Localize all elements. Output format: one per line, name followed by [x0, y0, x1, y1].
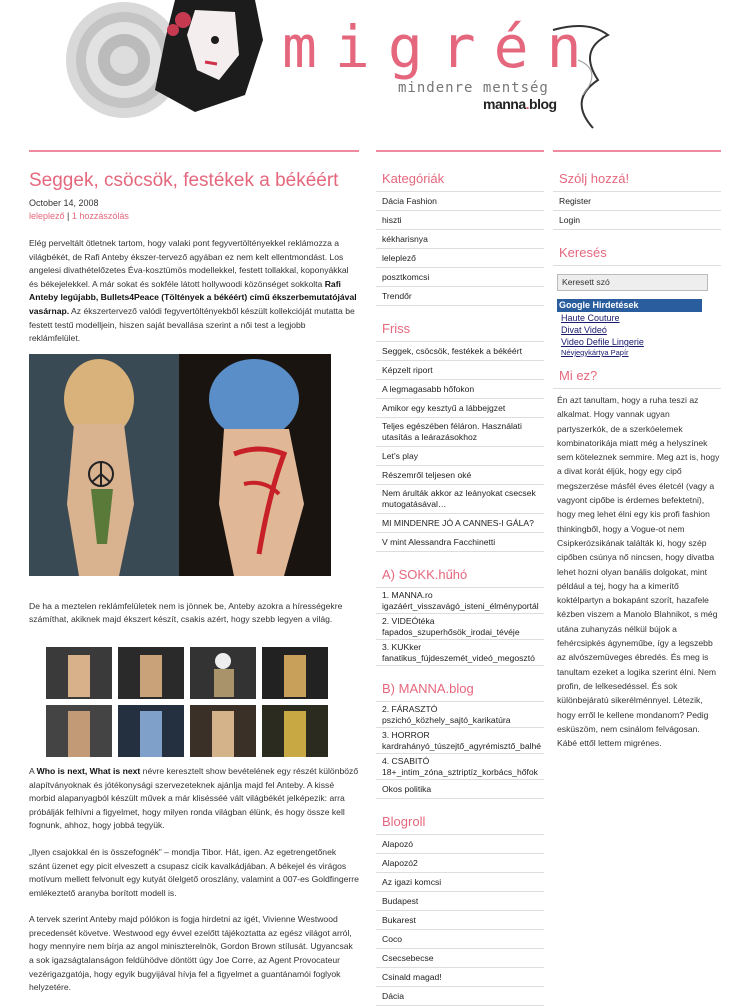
blogroll-item[interactable]: Alapozó [376, 835, 544, 854]
recent-post-item[interactable]: Let's play [376, 447, 544, 466]
about-text: Én azt tanultam, hogy a ruha teszi az alkalmat. Hogy vannak ugyan partyszerkók, de a szerkóelemek kombinatorikája miatt még a helyszínek sem köteleznek semmire. Meg azt is, hogy a divat korát éljük, hogy egy cipő megszerzése másfél éves életcél (vagy a vagyont cipőbe is érdemes befektetni), hogy meg lehet élni egy kis profi fashion thinkingből, hogy a Vogue-ot nem Csipkerózsikának találták ki, hogy szép cipőben csúnya nő nincsen, hogy divatba lehet hozni olyan banális dolgokat, mint például a tej, hogy ha a kimerítő koktélpartyn a bokapánt szorít, hazafele kézben viszem a Manolo Blahnikot, s még utána zuhanyzás nélkül bújok a fehércsipkés ágyneműbe, így a legszebb az alvószemüveges ébredés. És meg is tanultam ezeket a logika szerint élni. Nem profin, de lelkesedéssel. És sok különbejáratú sikerélménnyel. Létezik, hogy erről le kellene mondanom? Pedig esküszöm, nem csinálom felvágosan. Kábé ettől lettem migrénes. [557, 395, 720, 749]
category-item[interactable]: Dácia Fashion [376, 192, 544, 211]
p1-text: Elég perveltált ötletnek tartom, hogy valaki pont fegyvertöltényekkel reklámozza a világbékét, de Rafi Anteby ékszer-tervező agyában ez nem kelt ellentmondást. Los angelesi divathételőzetes Éva-kosztümös modellekkel, festett tollakkal, koponyákkal és békejelekkel. A már sokat és sokféle látott hollywoodi közönséget sokkolta [29, 238, 349, 289]
mannablog-item[interactable]: 2. FÁRASZTÓ pszichó_közhely_sajtó_karikatúra [376, 702, 544, 728]
right-sidebar [553, 150, 721, 750]
recent-post-item[interactable]: A legmagasabb hőfokon [376, 380, 544, 399]
site-header [0, 0, 750, 140]
blogroll-item[interactable]: Coco [376, 930, 544, 949]
mannablog-item[interactable]: 4. CSABITÓ 18+_intim_zóna_sztriptíz_korbács_hőfok [376, 754, 544, 780]
about-heading: Mi ez? [553, 367, 721, 389]
account-list [553, 192, 721, 230]
blogroll-item[interactable]: Bukarest [376, 911, 544, 930]
sokk-item[interactable]: 2. VIDEÓtéka fapados_szuperhősök_irodai_tévéje [376, 614, 544, 640]
manna-dot: . [525, 96, 530, 112]
recent-heading: Friss [376, 320, 544, 342]
recent-post-item[interactable]: Részemről teljesen oké [376, 466, 544, 485]
ad-link[interactable]: Haute Couture [561, 313, 620, 323]
post-date: October 14, 2008 [29, 198, 99, 208]
sokk-heading: A) SOKK.hűhó [376, 566, 544, 588]
recent-post-item[interactable]: Amikor egy kesztyű a lábbejgzet [376, 399, 544, 418]
blog-label: blog [529, 96, 557, 112]
category-item[interactable]: kékharisnya [376, 230, 544, 249]
mannablog-item[interactable]: 3. HORROR kardrahányó_túszejtő_agyrémisztő_balhé [376, 728, 544, 754]
middle-sidebar [376, 150, 544, 1006]
recent-post-item[interactable]: Képzelt riport [376, 361, 544, 380]
blogroll-heading: Blogroll [376, 813, 544, 835]
recent-post-item[interactable]: Nem árulták akkor az leányokat csecsek mutogatásával… [376, 485, 544, 514]
manna-label: manna [483, 96, 526, 112]
sokk-item[interactable]: 1. MANNA.ro igazáért_visszavágó_isteni_élményportál [376, 588, 544, 614]
blogroll-list [376, 835, 544, 1006]
search-input[interactable]: Keresett szó [557, 274, 708, 291]
post-paragraph: A tervek szerint Anteby majd pólókon is fogja hirdetni az igét, Vivienne Westwood precedensét követve. Westwood egy évvel ezelőtt tájékoztatta az egész világot arról, hogy mennyire nem bírja az angol miniszterelnök, Gordon Brown stílusát. Ugyancsak a sok igazságtalanságon feldühödve döntött úgy Joe Corre, az Agent Provocateur vezérigazgatója, hogy egyik bugyijával hívja fel a figyelmet a guantánamói foglyok helyzetére. [29, 914, 353, 993]
p3-text-end: névre keresztelt show bevételének egy részét különböző alapítványoknak és jótékonysági szervezeteknek ajánlja majd fel Anteby. A kissé morbid alapanyagból készült művek a már klisésséé vált világbékét jelképezik: arra próbálják felhívni a figyelmet, hogy milyen ronda világban élünk, és hogy össze kell fognunk, ahhoz, hogy jobbá tegyük. [29, 765, 359, 831]
category-item[interactable]: hiszti [376, 211, 544, 230]
ad-link[interactable]: Divat Videó [561, 325, 607, 335]
recent-posts-list [376, 342, 544, 552]
meta-separator: | [64, 211, 72, 221]
post-paragraph [29, 765, 359, 833]
blogroll-item[interactable]: Alapozó2 [376, 854, 544, 873]
post-meta [29, 211, 359, 221]
top-rule [553, 150, 721, 152]
ad-link[interactable]: Video Defile Lingerie [561, 337, 644, 347]
ad-link[interactable]: Névjegykártya Papír [561, 348, 629, 357]
blogroll-item[interactable]: Dácia [376, 987, 544, 1006]
p1-bold: Rafi Anteby legújabb, Bullets4Peace (Töltények a békéért) című ékszerbemutatójával vasárnap. [29, 278, 357, 316]
post-comments-link[interactable]: 1 hozzászólás [71, 211, 129, 221]
gallery-thumbnails [46, 647, 328, 759]
google-ads-heading[interactable]: Google Hirdetések [557, 299, 702, 312]
site-logo[interactable]: migrén [282, 13, 600, 81]
mannablog-heading: B) MANNA.blog [376, 680, 544, 702]
site-tagline: mindenre mentség [398, 80, 549, 96]
search-heading: Keresés [553, 244, 721, 266]
main-content [29, 150, 359, 995]
runway-photos-icon [29, 354, 331, 576]
sokk-item[interactable]: 3. KUKker fanatikus_fújdeszemét_videó_megosztó [376, 640, 544, 666]
sokk-list [376, 588, 544, 666]
blogroll-item[interactable]: Budapest [376, 892, 544, 911]
mannablog-item[interactable]: Okos politika [376, 780, 544, 799]
scribble-decoration-icon [548, 20, 618, 130]
recent-post-item[interactable]: Teljes egészében féláron. Használati utasítás a leárazásokhoz [376, 418, 544, 447]
post-title[interactable]: Seggek, csöcsök, festékek a békéért [29, 170, 339, 191]
register-link[interactable]: Register [553, 192, 721, 211]
recent-post-item[interactable]: V mint Alessandra Facchinetti [376, 533, 544, 552]
category-item[interactable]: posztkomcsi [376, 268, 544, 287]
recent-post-item[interactable]: Seggek, csöcsök, festékek a békéért [376, 342, 544, 361]
gallery-thumb[interactable] [46, 705, 112, 757]
gallery-thumb[interactable] [262, 647, 328, 699]
gallery-thumb[interactable] [190, 647, 256, 699]
blogroll-item[interactable]: Csecsebecse [376, 949, 544, 968]
login-link[interactable]: Login [553, 211, 721, 230]
post-paragraph [29, 237, 359, 346]
gallery-thumb[interactable] [190, 705, 256, 757]
show-name: Who is next, What is next [36, 765, 141, 776]
post-paragraph: De ha a meztelen reklámfelületek nem is jönnek be, Anteby azokra a hírességekre számíthat, akiknek majd ékszert készít, csakis azért, hogy szebb legyen a világ. [29, 600, 343, 625]
gallery-thumb[interactable] [262, 705, 328, 757]
post-category-link[interactable]: leleplező [29, 211, 65, 221]
gallery-thumb[interactable] [118, 647, 184, 699]
mannablog-list [376, 702, 544, 799]
photo-gallery [46, 647, 328, 759]
category-item[interactable]: Trendőr [376, 287, 544, 306]
post-paragraph: „Ilyen csajokkal én is összefognék” – mondja Tibor. Hát, igen. Az egetrengetőnek szánt üzenet egy picit elveszett a csupasz cicik kavalkádjában. A békejel és virágos motívum mellett felvonult egy kutyát ölelgető oroszlány, valamint a 007-es Goldfingerre emlékeztető aranyba borított modell is. [29, 846, 359, 898]
p3-text: A [29, 765, 37, 776]
gallery-thumb[interactable] [46, 647, 112, 699]
comment-heading: Szólj hozzá! [553, 170, 721, 192]
blogroll-item[interactable]: Az igazi komcsi [376, 873, 544, 892]
blogroll-item[interactable]: Csinald magad! [376, 968, 544, 987]
category-item[interactable]: leleplező [376, 249, 544, 268]
gallery-thumb[interactable] [118, 705, 184, 757]
p1-text-end: Az ékszertervező valódi fegyvertöltényekből készült kollekcióját mutatta be festett testű modelljein, hiszen saját bevallása szerint a női test a legjobb reklámfelület. [29, 305, 355, 344]
top-rule [29, 150, 359, 152]
categories-heading: Kategóriák [376, 170, 544, 192]
woman-illustration-icon [135, 0, 265, 115]
top-rule [376, 150, 544, 152]
categories-list [376, 192, 544, 306]
recent-post-item[interactable]: MI MINDENRE JÓ A CANNES-I GÁLA? [376, 514, 544, 533]
runway-photo-pair [29, 354, 331, 576]
ads-list [561, 312, 721, 357]
manna-blog-logo[interactable] [483, 96, 557, 112]
